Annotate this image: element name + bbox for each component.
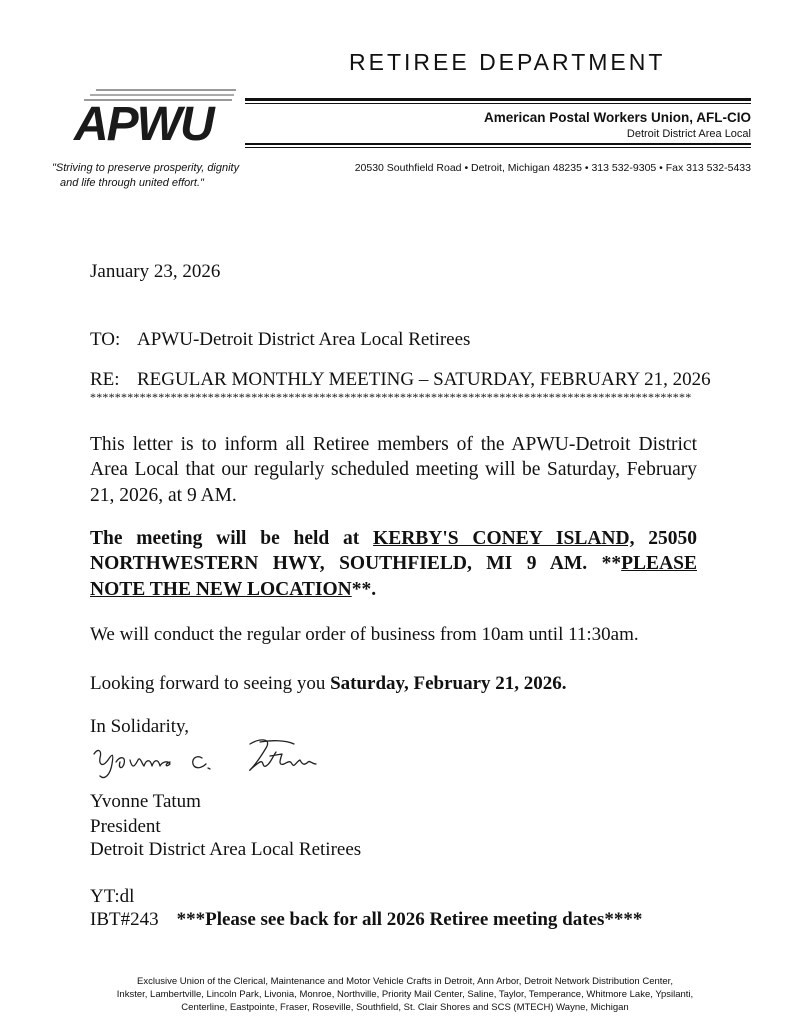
signer-title: President xyxy=(90,816,161,837)
looking-forward-date: Saturday, February 21, 2026. xyxy=(330,673,567,694)
location-address: 25050 NORTHWESTERN HWY, SOUTHFIELD, MI 9 AM. ** xyxy=(90,528,697,575)
closing: In Solidarity, xyxy=(90,716,190,737)
back-page-note: ***Please see back for all 2026 Retiree meeting dates**** xyxy=(176,909,643,930)
letterhead-rule-bottom-thin xyxy=(245,147,751,148)
footer xyxy=(60,976,750,1014)
handwritten-signature xyxy=(90,734,330,782)
ibt-line xyxy=(90,908,642,933)
union-address: 20530 Southfield Road • Detroit, Michigan 48235 • 313 532-9305 • Fax 313 532-5433 xyxy=(354,162,751,174)
paragraph-location xyxy=(90,526,697,602)
paragraph-intro: This letter is to inform all Retiree members of the APWU-Detroit District Area Local that our regularly scheduled meeting will be Saturday, February 21, 2026, at 9 AM. xyxy=(90,434,697,506)
to-line xyxy=(90,328,470,353)
letterhead-rule-bottom xyxy=(245,143,751,145)
letterhead-rule-top xyxy=(245,98,751,101)
re-label: RE: xyxy=(90,369,120,390)
slogan-line-1: "Striving to preserve prosperity, dignity xyxy=(52,162,240,174)
union-name: American Postal Workers Union, AFL-CIO xyxy=(483,110,751,125)
re-value: REGULAR MONTHLY MEETING – SATURDAY, FEBRUARY 21, 2026 xyxy=(137,369,711,390)
footer-line-3: Centerline, Eastpointe, Fraser, Roseville, Southfield, St. Clair Shores and SCS (MTECH) Wayne, Michigan xyxy=(181,1001,629,1013)
letter-date: January 23, 2026 xyxy=(90,261,221,282)
local-name: Detroit District Area Local xyxy=(626,128,751,140)
footer-line-1: Exclusive Union of the Clerical, Maintenance and Motor Vehicle Crafts in Detroit, Ann Arbor, Detroit Network Distribution Center, xyxy=(137,976,673,987)
paragraph-business: We will conduct the regular order of business from 10am until 11:30am. xyxy=(90,624,639,645)
logo-text: APWU xyxy=(74,98,213,146)
re-line xyxy=(90,368,711,393)
ibt-number: IBT#243 xyxy=(90,909,159,930)
to-label: TO: xyxy=(90,329,121,350)
location-venue: KERBY'S CONEY ISLAND, xyxy=(373,528,635,549)
paragraph-looking-forward xyxy=(90,672,567,697)
footer-line-2: Inkster, Lambertville, Lincoln Park, Livonia, Monroe, Northville, Priority Mail Center, Saline, Taylor, Temperance, Whitmore Lake, Ypsilanti, xyxy=(116,988,694,1000)
slogan-line-2: and life through united effort." xyxy=(60,177,204,189)
location-intro: The meeting will be held at xyxy=(90,528,374,549)
letterhead-rule-top-thin xyxy=(245,103,751,104)
separator-line: ************************************************************************************************* xyxy=(90,390,692,404)
signer-name: Yvonne Tatum xyxy=(90,791,201,812)
to-value: APWU-Detroit District Area Local Retirees xyxy=(137,329,471,350)
department-title: RETIREE DEPARTMENT xyxy=(349,49,666,75)
looking-forward-text: Looking forward to seeing you xyxy=(90,673,331,694)
signer-organization: Detroit District Area Local Retirees xyxy=(90,839,362,860)
location-note-end: **. xyxy=(351,578,377,600)
typist-initials: YT:dl xyxy=(90,886,135,907)
location-note: PLEASE NOTE THE NEW LOCATION xyxy=(90,553,697,600)
apwu-logo xyxy=(66,84,246,146)
